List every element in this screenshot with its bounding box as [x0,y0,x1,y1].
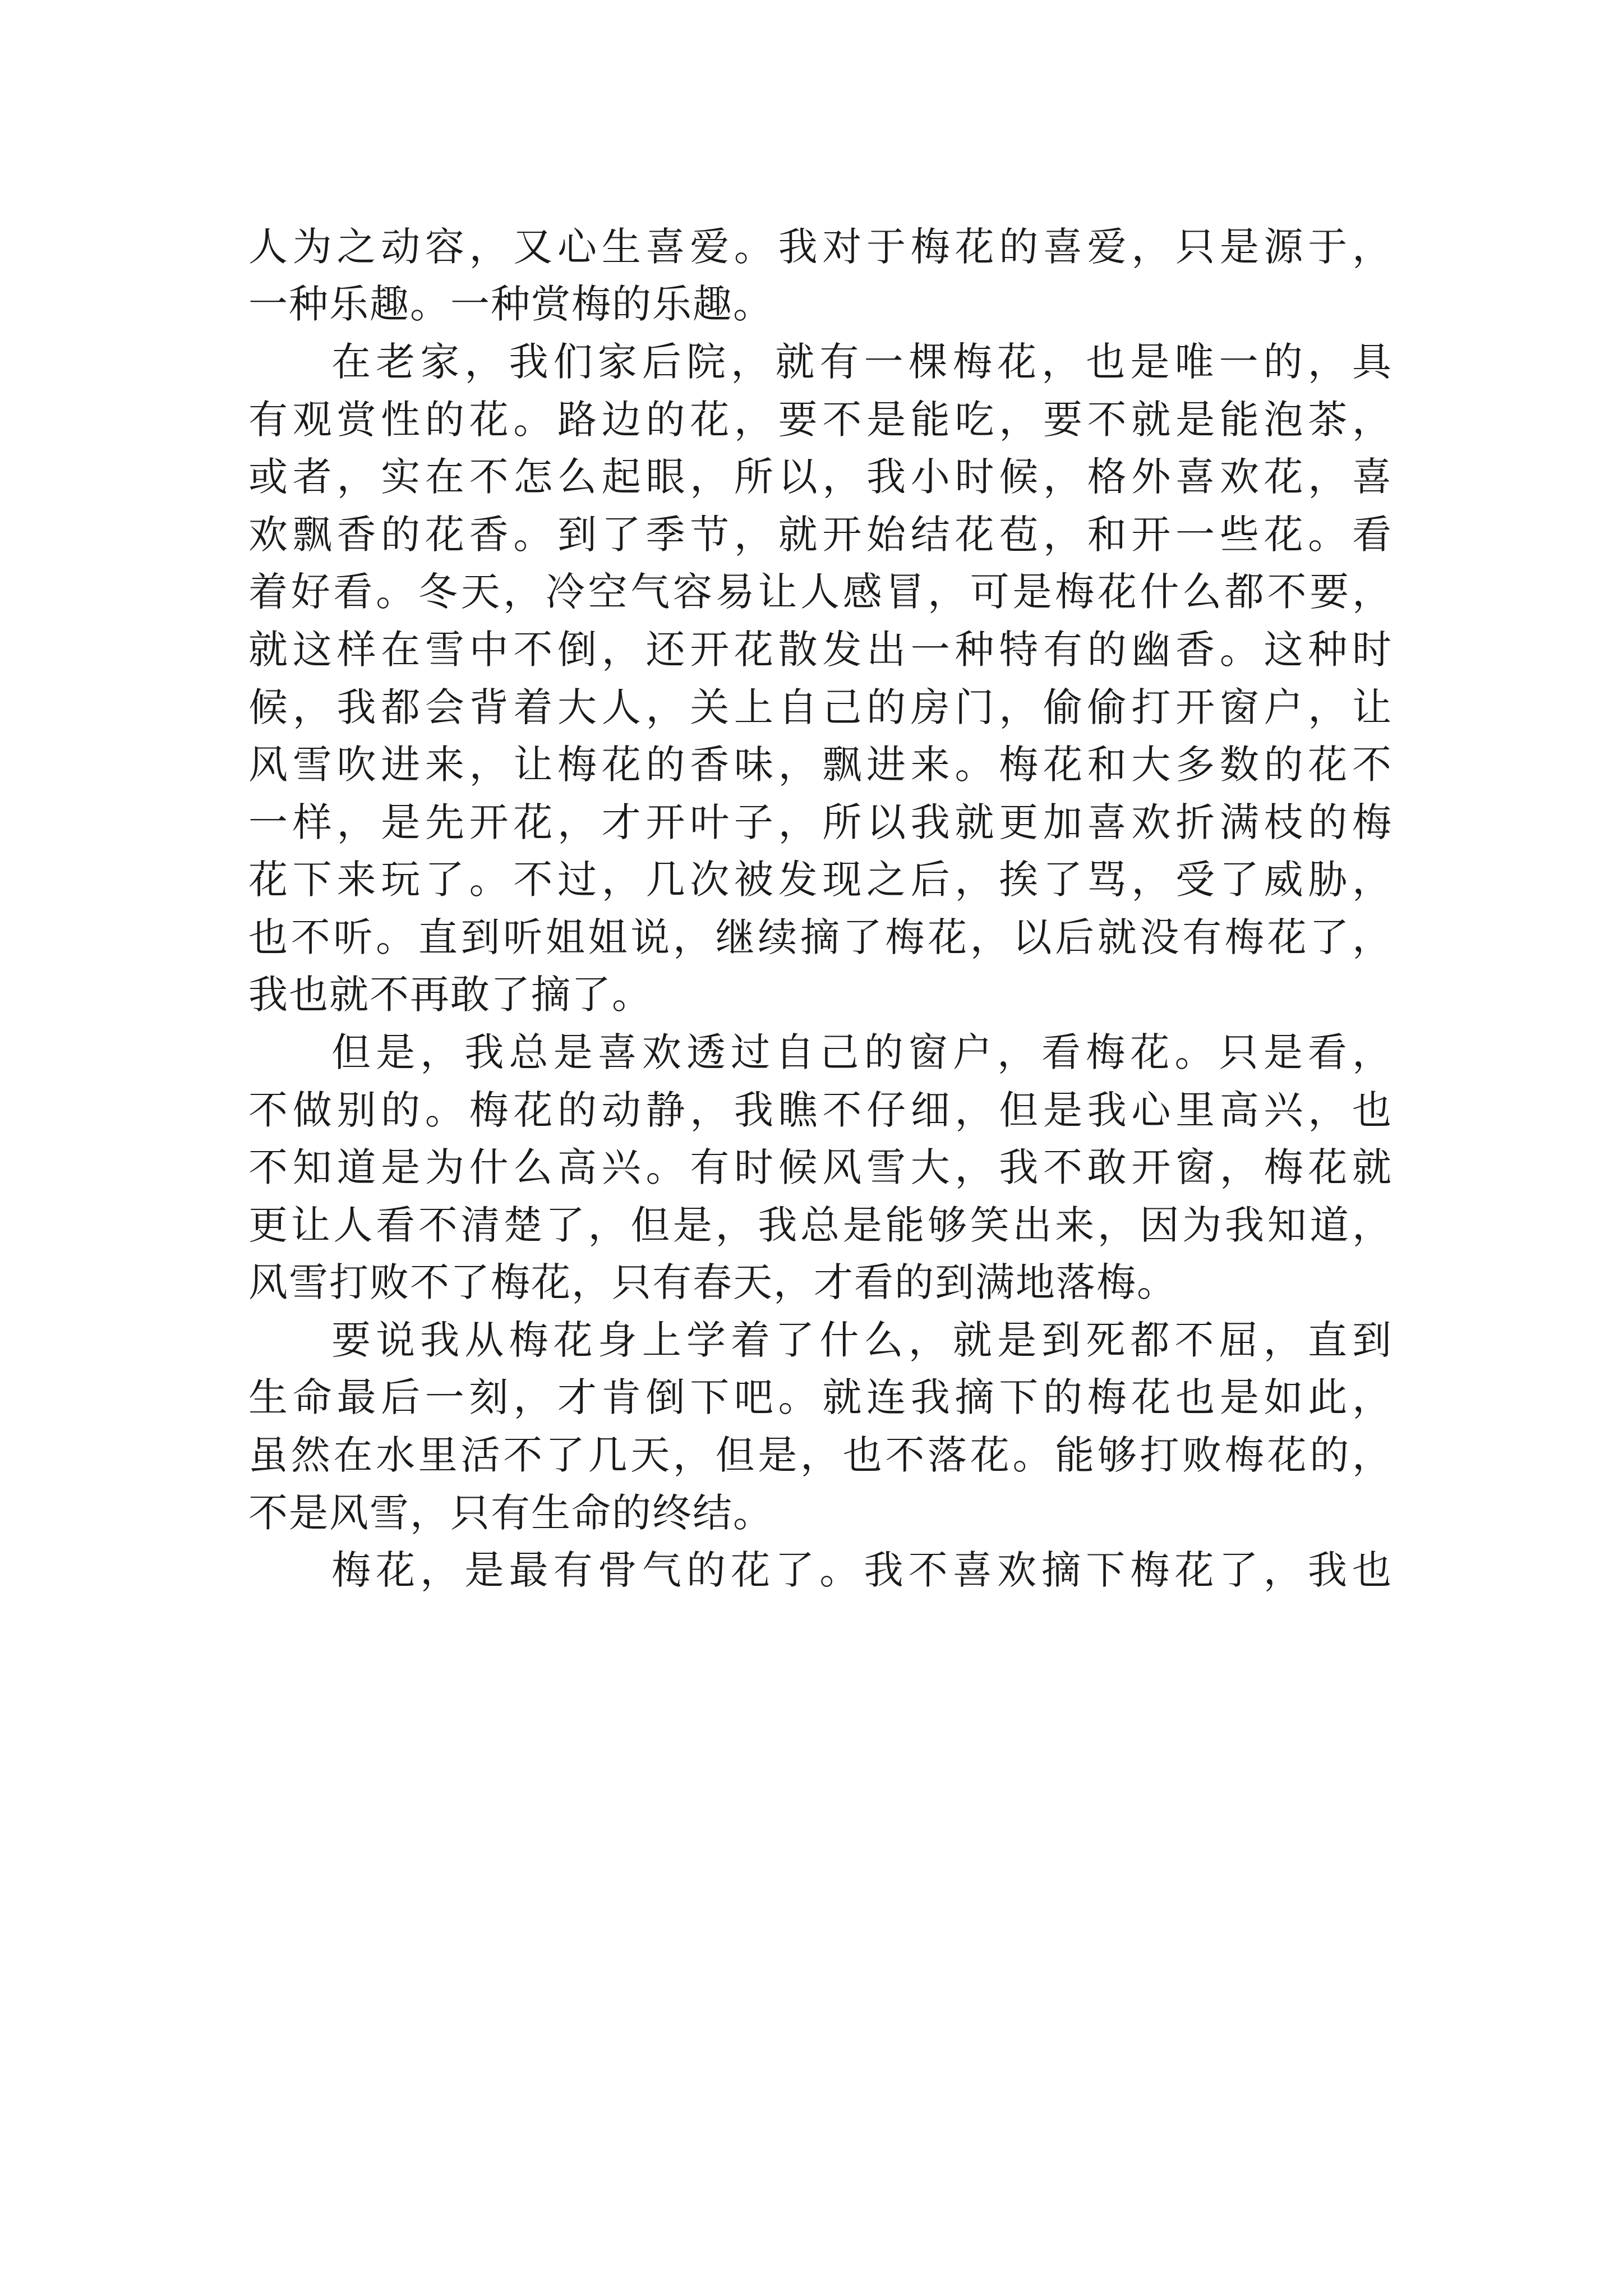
text-line: 有观赏性的花。路边的花，要不是能吃，要不就是能泡茶， [248,397,1393,443]
text-line: 也不听。直到听姐姐说，继续摘了梅花，以后就没有梅花了， [248,914,1393,960]
text-line: 不做别的。梅花的动静，我瞧不仔细，但是我心里高兴，也 [248,1087,1393,1133]
text-line: 一种乐趣。一种赏梅的乐趣。 [248,281,773,327]
text-line: 我也就不再敢了摘了。 [248,972,652,1018]
text-line: 生命最后一刻，才肯倒下吧。就连我摘下的梅花也是如此， [248,1374,1393,1420]
text-line: 人为之动容，又心生喜爱。我对于梅花的喜爱，只是源于， [248,224,1393,270]
text-line: 着好看。冬天，冷空气容易让人感冒，可是梅花什么都不要， [248,569,1393,615]
text-line: 风雪打败不了梅花，只有春天，才看的到满地落梅。 [248,1259,1177,1305]
paragraph-first-line: 要说我从梅花身上学着了什么，就是到死都不屈，直到 [331,1317,1393,1363]
text-line: 不知道是为什么高兴。有时候风雪大，我不敢开窗，梅花就 [248,1144,1393,1190]
text-line: 就这样在雪中不倒，还开花散发出一种特有的幽香。这种时 [248,627,1393,673]
paragraph-first-line: 但是，我总是喜欢透过自己的窗户，看梅花。只是看， [331,1029,1393,1075]
paragraph-first-line: 在老家，我们家后院，就有一棵梅花，也是唯一的，具 [331,339,1393,385]
text-line: 不是风雪，只有生命的终结。 [248,1490,773,1536]
paragraph-first-line: 梅花，是最有骨气的花了。我不喜欢摘下梅花了，我也 [331,1547,1393,1593]
text-line: 一样，是先开花，才开叶子，所以我就更加喜欢折满枝的梅 [248,799,1393,845]
text-line: 虽然在水里活不了几天，但是，也不落花。能够打败梅花的， [248,1432,1393,1478]
text-line: 欢飘香的花香。到了季节，就开始结花苞，和开一些花。看 [248,512,1393,558]
text-line: 候，我都会背着大人，关上自己的房门，偷偷打开窗户，让 [248,684,1393,730]
text-line: 更让人看不清楚了，但是，我总是能够笑出来，因为我知道， [248,1202,1393,1248]
text-line: 或者，实在不怎么起眼，所以，我小时候，格外喜欢花，喜 [248,454,1393,500]
text-line: 风雪吹进来，让梅花的香味，飘进来。梅花和大多数的花不 [248,742,1393,788]
text-line: 花下来玩了。不过，几次被发现之后，挨了骂，受了威胁， [248,857,1393,903]
